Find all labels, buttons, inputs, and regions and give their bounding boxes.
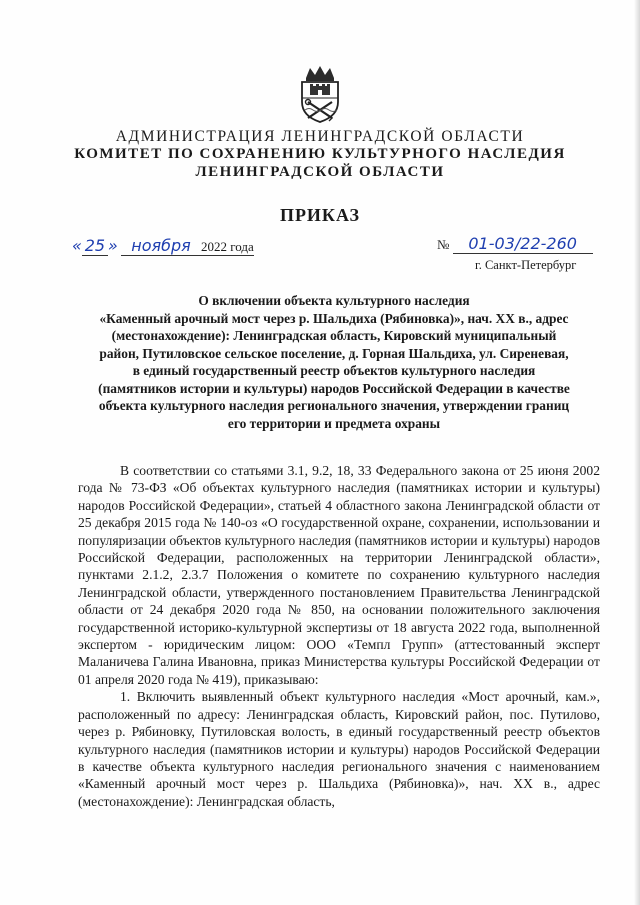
subject-line: в единый государственный реестр объектов культурного наследия — [132, 363, 536, 378]
date-month: ноября — [121, 236, 201, 256]
scan-edge — [634, 0, 640, 905]
document-title: ПРИКАЗ — [279, 205, 361, 225]
subject-line: район, Путиловское сельское поселение, д. Горная Шальдиха, ул. Сиреневая, — [99, 345, 569, 361]
clause-1-paragraph: 1. Включить выявленный объект культурного наследия «Мост арочный, кам.», расположенный по адресу: Ленинградская область, Кировский район, пос. Путилово, через р. Рябиновку, Путиловская волость, в единый государственный реестр объектов культурного наследия (памятников истории и культуры) народов Российской Федерации в качестве объекта культурного наследия регионального значения с наименованием «Каменный арочный мост через р. Шальдиха (Рябиновка)», нач. XX в., адрес (местонахождение): Ленинградская область, — [78, 689, 600, 809]
org-line-committee: КОМИТЕТ ПО СОХРАНЕНИЮ КУЛЬТУРНОГО НАСЛЕДИЯ — [74, 146, 566, 162]
org-line-region: ЛЕНИНГРАДСКОЙ ОБЛАСТИ — [195, 164, 445, 180]
subject-line: объекта культурного наследия регионального значения, утверждении границ — [98, 398, 570, 413]
order-date: « 25 » ноября 2022 года — [72, 236, 254, 255]
subject-line: О включении объекта культурного наследия — [198, 293, 470, 308]
order-subject — [84, 292, 584, 432]
order-number — [437, 234, 593, 254]
date-year: 2022 года — [201, 239, 254, 254]
subject-line: «Каменный арочный мост через р. Шальдиха (Рябиновка)», нач. XX в., адрес — [99, 310, 569, 326]
order-body — [78, 462, 600, 810]
org-line-administration: АДМИНИСТРАЦИЯ ЛЕНИНГРАДСКОЙ ОБЛАСТИ — [115, 128, 525, 145]
preamble-paragraph: В соответствии со статьями 3.1, 9.2, 18, 33 Федерального закона от 25 июня 2002 года № 73-ФЗ «Об объектах культурного наследия (памятниках истории и культуры) народов Российской Федерации», статьей 4 областного закона Ленинградской области от 25 декабря 2015 года № 140-оз «О государственной охране, сохранении, использовании и популяризации объектов культурного наследия (памятников истории и культуры) народов Российской Федерации, расположенных на территории Ленинградской области», пунктами 2.1.2, 2.3.7 Положения о комитете по сохранению культурного наследия Ленинградской области, утвержденного постановлением Правительства Ленинградской области от 24 декабря 2020 года № 850, на основании положительного заключения государственной историко-культурной экспертизы от 18 августа 2022 года, выполненной экспертом - юридическим лицом: ООО «Темпл Групп» (аттестованный эксперт Маланичева Галина Ивановна, приказ Министерства культуры Российской Федерации от 01 апреля 2020 года № 419), приказываю: — [78, 463, 600, 687]
coat-of-arms-icon — [296, 64, 344, 124]
number-value: 01-03/22-260 — [453, 234, 593, 254]
issue-city: г. Санкт-Петербург — [475, 258, 577, 272]
date-day: 25 — [82, 236, 108, 256]
subject-line: его территории и предмета охраны — [227, 415, 441, 431]
subject-line: (памятников истории и культуры) народов Российской Федерации в качестве — [98, 380, 570, 396]
number-label: № — [437, 237, 450, 252]
subject-line: (местонахождение): Ленинградская область, Кировский муниципальный — [111, 328, 557, 343]
